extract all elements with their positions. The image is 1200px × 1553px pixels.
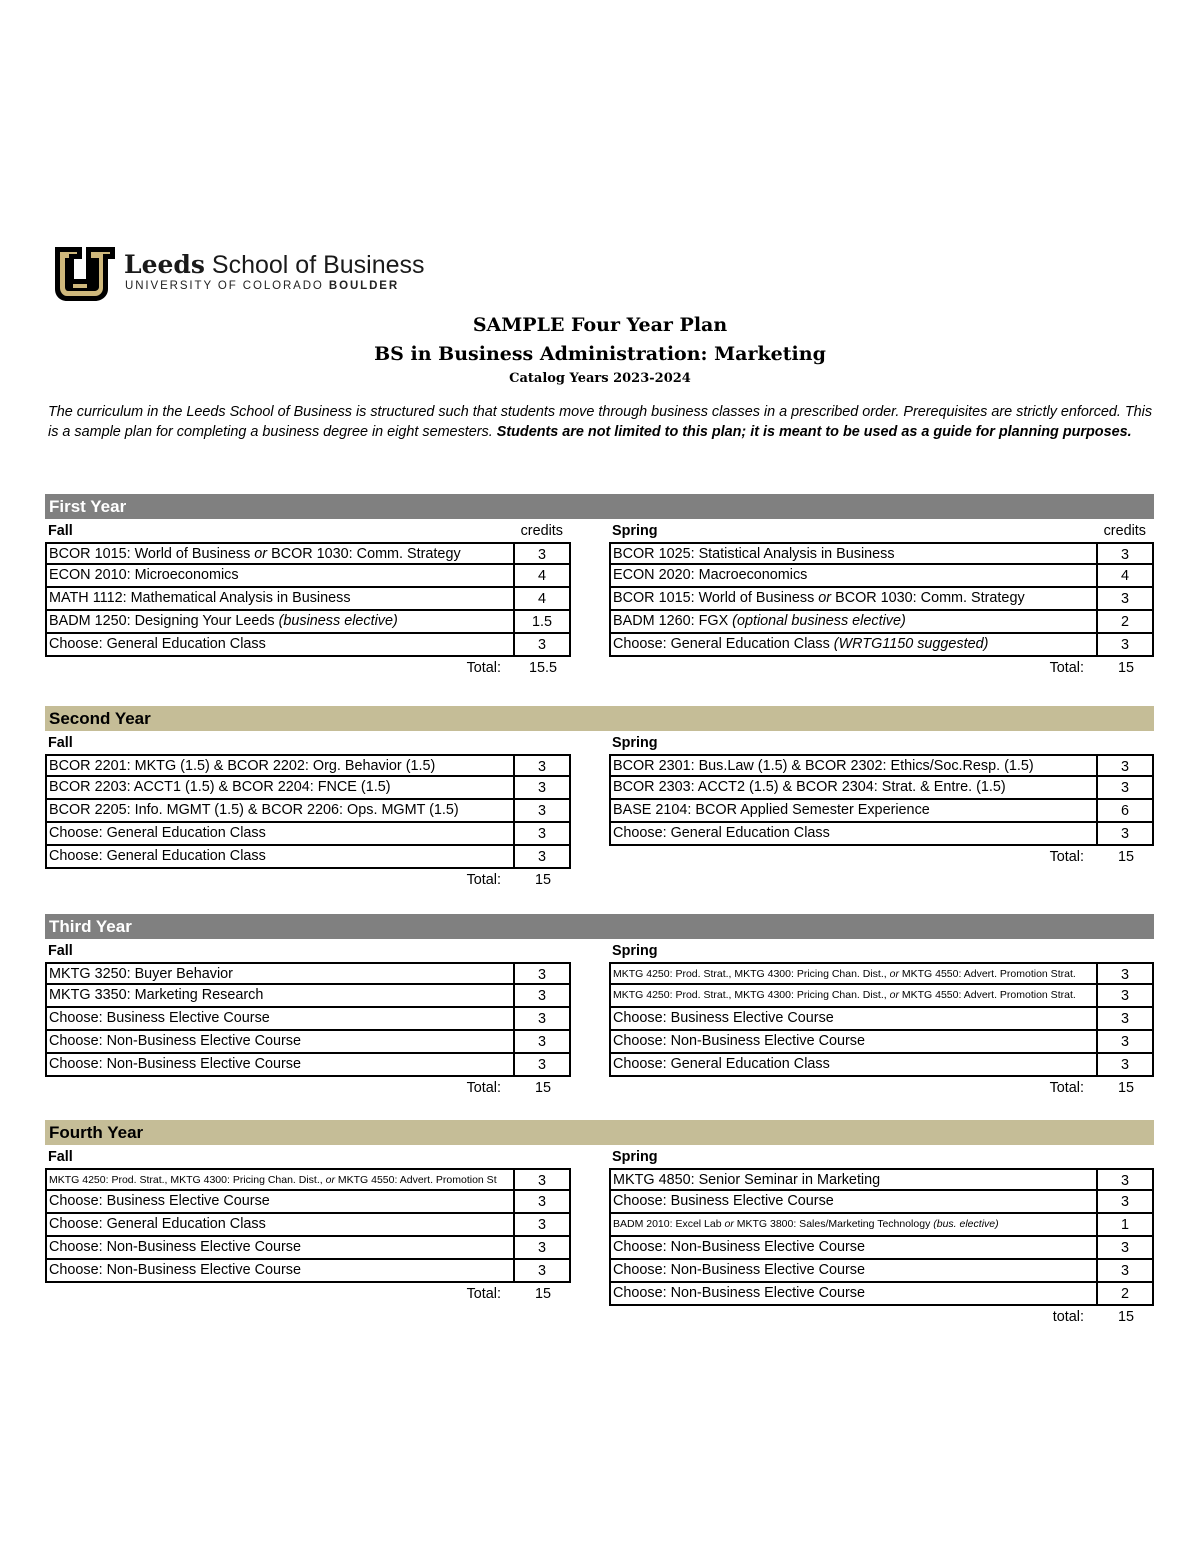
course-credits: 3: [1096, 1170, 1152, 1189]
leeds-logo: [52, 238, 425, 304]
course-name: Choose: Non-Business Elective Course: [613, 1239, 865, 1255]
course-row: [609, 1008, 1154, 1031]
course-row: [609, 823, 1154, 846]
course-credits: 3: [513, 1054, 569, 1075]
course-name: BCOR 2203: ACCT1 (1.5) & BCOR 2204: FNCE (1.5): [49, 779, 391, 795]
course-credits: 3: [513, 800, 569, 821]
course-credits: 3: [1096, 777, 1152, 798]
course-name: Choose: General Education Class (WRTG1150 suggested): [613, 636, 989, 652]
course-name: MKTG 3250: Buyer Behavior: [49, 966, 233, 982]
course-row: [609, 1031, 1154, 1054]
fall-semester: [45, 519, 571, 680]
course-credits: 3: [513, 1008, 569, 1029]
course-row: [45, 1168, 571, 1191]
course-credits: 1.5: [513, 611, 569, 632]
course-name: BCOR 2301: Bus.Law (1.5) & BCOR 2302: Ethics/Soc.Resp. (1.5): [613, 758, 1034, 774]
total-label: Total:: [1049, 849, 1084, 865]
spring-semester: [609, 731, 1154, 869]
total-label: Total:: [1049, 660, 1084, 676]
course-name: MATH 1112: Mathematical Analysis in Business: [49, 590, 351, 606]
course-credits: 3: [513, 964, 569, 983]
course-credits: 3: [1096, 1008, 1152, 1029]
total-label: Total:: [466, 1080, 501, 1096]
course-row: [45, 962, 571, 985]
logo-subtitle: UNIVERSITY OF COLORADO BOULDER: [125, 280, 400, 292]
course-credits: 3: [513, 1260, 569, 1281]
course-row: [45, 1054, 571, 1077]
course-credits: 3: [513, 1214, 569, 1235]
fall-semester: [45, 939, 571, 1100]
course-credits: 3: [1096, 823, 1152, 844]
course-credits: 3: [513, 777, 569, 798]
course-name: BCOR 2303: ACCT2 (1.5) & BCOR 2304: Strat. & Entre. (1.5): [613, 779, 1006, 795]
course-credits: 3: [513, 823, 569, 844]
year-header: Fourth Year: [45, 1120, 1154, 1145]
semester-total: [609, 1306, 1154, 1329]
course-name: ECON 2010: Microeconomics: [49, 567, 239, 583]
intro-paragraph: The curriculum in the Leeds School of Business is structured such that students move through business classes in a prescribed order. Prerequisites are strictly enforced. This is a sample plan for completing a business degree in eight semesters. Students are not limited to this plan; it is meant to be used as a guide for planning purposes.: [48, 404, 1153, 440]
course-credits: 4: [513, 565, 569, 586]
course-name: Choose: Non-Business Elective Course: [49, 1033, 301, 1049]
course-row: [45, 588, 571, 611]
course-name: BCOR 2201: MKTG (1.5) & BCOR 2202: Org. Behavior (1.5): [49, 758, 436, 774]
course-name: Choose: Business Elective Course: [49, 1193, 270, 1209]
course-name: Choose: General Education Class: [49, 825, 266, 841]
total-value: 15: [1117, 849, 1134, 865]
semester-label: Fall: [48, 1149, 73, 1165]
course-credits: 3: [1096, 1054, 1152, 1075]
total-label: Total:: [1049, 1080, 1084, 1096]
semester-label: Fall: [48, 523, 73, 539]
semester-total: [609, 1077, 1154, 1100]
course-credits: 3: [1096, 985, 1152, 1006]
total-label: Total:: [466, 872, 501, 888]
total-value: 15: [1117, 1080, 1134, 1096]
course-name: MKTG 4850: Senior Seminar in Marketing: [613, 1172, 881, 1188]
total-value: 15: [534, 1286, 551, 1302]
course-row: [45, 1214, 571, 1237]
page-title: SAMPLE Four Year Plan: [472, 314, 728, 336]
course-row: [609, 565, 1154, 588]
course-credits: 3: [513, 544, 569, 563]
course-name: Choose: Business Elective Course: [613, 1193, 834, 1209]
course-row: [45, 985, 571, 1008]
course-row: [609, 1191, 1154, 1214]
credits-header: credits: [520, 523, 563, 539]
course-row: [609, 1214, 1154, 1237]
course-credits: 3: [513, 846, 569, 867]
course-row: [609, 1054, 1154, 1077]
course-row: [609, 1283, 1154, 1306]
semester-total: [609, 657, 1154, 680]
course-credits: 1: [1096, 1214, 1152, 1235]
course-row: [45, 634, 571, 657]
course-credits: 3: [513, 1191, 569, 1212]
course-credits: 3: [1096, 1031, 1152, 1052]
total-label: Total:: [466, 1286, 501, 1302]
course-row: [609, 754, 1154, 777]
course-credits: 3: [513, 634, 569, 655]
course-name: Choose: Non-Business Elective Course: [49, 1262, 301, 1278]
course-name: Choose: General Education Class: [49, 1216, 266, 1232]
course-name: MKTG 4250: Prod. Strat., MKTG 4300: Pricing Chan. Dist., or MKTG 4550: Advert. Promotion Strat.: [613, 989, 1076, 1001]
course-row: [45, 754, 571, 777]
course-name: Choose: General Education Class: [49, 636, 266, 652]
course-name: MKTG 3350: Marketing Research: [49, 987, 264, 1003]
total-value: 15: [534, 1080, 551, 1096]
course-name: BADM 2010: Excel Lab or MKTG 3800: Sales/Marketing Technology (bus. elective): [613, 1218, 999, 1230]
semester-label: Fall: [48, 943, 73, 959]
semester-total: [609, 846, 1154, 869]
course-row: [609, 962, 1154, 985]
course-row: [609, 1168, 1154, 1191]
course-row: [45, 1237, 571, 1260]
semester-label: Spring: [612, 943, 658, 959]
course-name: Choose: Business Elective Course: [49, 1010, 270, 1026]
course-credits: 3: [513, 1237, 569, 1258]
course-name: MKTG 4250: Prod. Strat., MKTG 4300: Pricing Chan. Dist., or MKTG 4550: Advert. Promotion St: [49, 1174, 497, 1186]
course-name: BCOR 1025: Statistical Analysis in Business: [613, 546, 895, 562]
logo-wordmark: Leeds School of Business: [124, 250, 425, 279]
page-subtitle: BS in Business Administration: Marketing: [374, 343, 826, 365]
semester-label: Spring: [612, 523, 658, 539]
course-credits: 3: [1096, 588, 1152, 609]
course-row: [609, 542, 1154, 565]
course-row: [45, 565, 571, 588]
course-row: [45, 611, 571, 634]
course-credits: 3: [1096, 1237, 1152, 1258]
course-row: [45, 823, 571, 846]
course-name: Choose: Non-Business Elective Course: [49, 1239, 301, 1255]
semester-label: Fall: [48, 735, 73, 751]
course-row: [609, 800, 1154, 823]
total-value: 15: [1117, 1309, 1134, 1325]
course-name: Choose: Non-Business Elective Course: [613, 1285, 865, 1301]
course-credits: 3: [1096, 1191, 1152, 1212]
course-credits: 2: [1096, 611, 1152, 632]
course-row: [609, 588, 1154, 611]
course-row: [609, 634, 1154, 657]
total-label: Total:: [466, 660, 501, 676]
semester-label: Spring: [612, 735, 658, 751]
course-name: MKTG 4250: Prod. Strat., MKTG 4300: Pricing Chan. Dist., or MKTG 4550: Advert. Promotion Strat.: [613, 968, 1076, 980]
course-name: Choose: Business Elective Course: [613, 1010, 834, 1026]
course-credits: 6: [1096, 800, 1152, 821]
course-name: BADM 1250: Designing Your Leeds (business elective): [49, 613, 398, 629]
fall-semester: [45, 731, 571, 892]
cu-logo-icon: [52, 238, 118, 304]
year-header: Third Year: [45, 914, 1154, 939]
year-header: Second Year: [45, 706, 1154, 731]
course-name: BCOR 2205: Info. MGMT (1.5) & BCOR 2206: Ops. MGMT (1.5): [49, 802, 459, 818]
semester-total: [45, 1077, 571, 1100]
total-value: 15.5: [528, 660, 557, 676]
course-row: [45, 846, 571, 869]
course-credits: 3: [1096, 756, 1152, 775]
course-row: [609, 611, 1154, 634]
total-value: 15: [1117, 660, 1134, 676]
semester-total: [45, 869, 571, 892]
course-row: [609, 985, 1154, 1008]
course-name: Choose: General Education Class: [49, 848, 266, 864]
course-credits: 3: [513, 1170, 569, 1189]
semester-total: [45, 657, 571, 680]
course-row: [609, 1260, 1154, 1283]
course-name: BASE 2104: BCOR Applied Semester Experience: [613, 802, 930, 818]
catalog-years: Catalog Years 2023-2024: [509, 371, 691, 386]
fall-semester: [45, 1145, 571, 1306]
semester-label: Spring: [612, 1149, 658, 1165]
course-credits: 3: [513, 985, 569, 1006]
course-name: BCOR 1015: World of Business or BCOR 1030: Comm. Strategy: [49, 546, 461, 562]
total-value: 15: [534, 872, 551, 888]
course-name: Choose: Non-Business Elective Course: [613, 1033, 865, 1049]
course-credits: 3: [1096, 634, 1152, 655]
course-name: Choose: Non-Business Elective Course: [613, 1262, 865, 1278]
course-name: Choose: Non-Business Elective Course: [49, 1056, 301, 1072]
course-row: [45, 1191, 571, 1214]
course-row: [609, 777, 1154, 800]
course-credits: 3: [1096, 964, 1152, 983]
spring-semester: [609, 519, 1154, 680]
course-name: BCOR 1015: World of Business or BCOR 1030: Comm. Strategy: [613, 590, 1025, 606]
course-row: [45, 542, 571, 565]
course-name: Choose: General Education Class: [613, 825, 830, 841]
spring-semester: [609, 1145, 1154, 1329]
course-credits: 3: [513, 756, 569, 775]
course-name: Choose: General Education Class: [613, 1056, 830, 1072]
spring-semester: [609, 939, 1154, 1100]
course-credits: 3: [1096, 1260, 1152, 1281]
total-label: total:: [1052, 1309, 1084, 1325]
course-credits: 3: [1096, 544, 1152, 563]
course-credits: 4: [1096, 565, 1152, 586]
course-row: [45, 800, 571, 823]
course-credits: 3: [513, 1031, 569, 1052]
year-header: First Year: [45, 494, 1154, 519]
course-credits: 2: [1096, 1283, 1152, 1304]
course-row: [609, 1237, 1154, 1260]
semester-total: [45, 1283, 571, 1306]
course-name: BADM 1260: FGX (optional business elective): [613, 613, 906, 629]
course-credits: 4: [513, 588, 569, 609]
course-name: ECON 2020: Macroeconomics: [613, 567, 808, 583]
credits-header: credits: [1103, 523, 1146, 539]
course-row: [45, 1008, 571, 1031]
course-row: [45, 777, 571, 800]
course-row: [45, 1031, 571, 1054]
course-row: [45, 1260, 571, 1283]
